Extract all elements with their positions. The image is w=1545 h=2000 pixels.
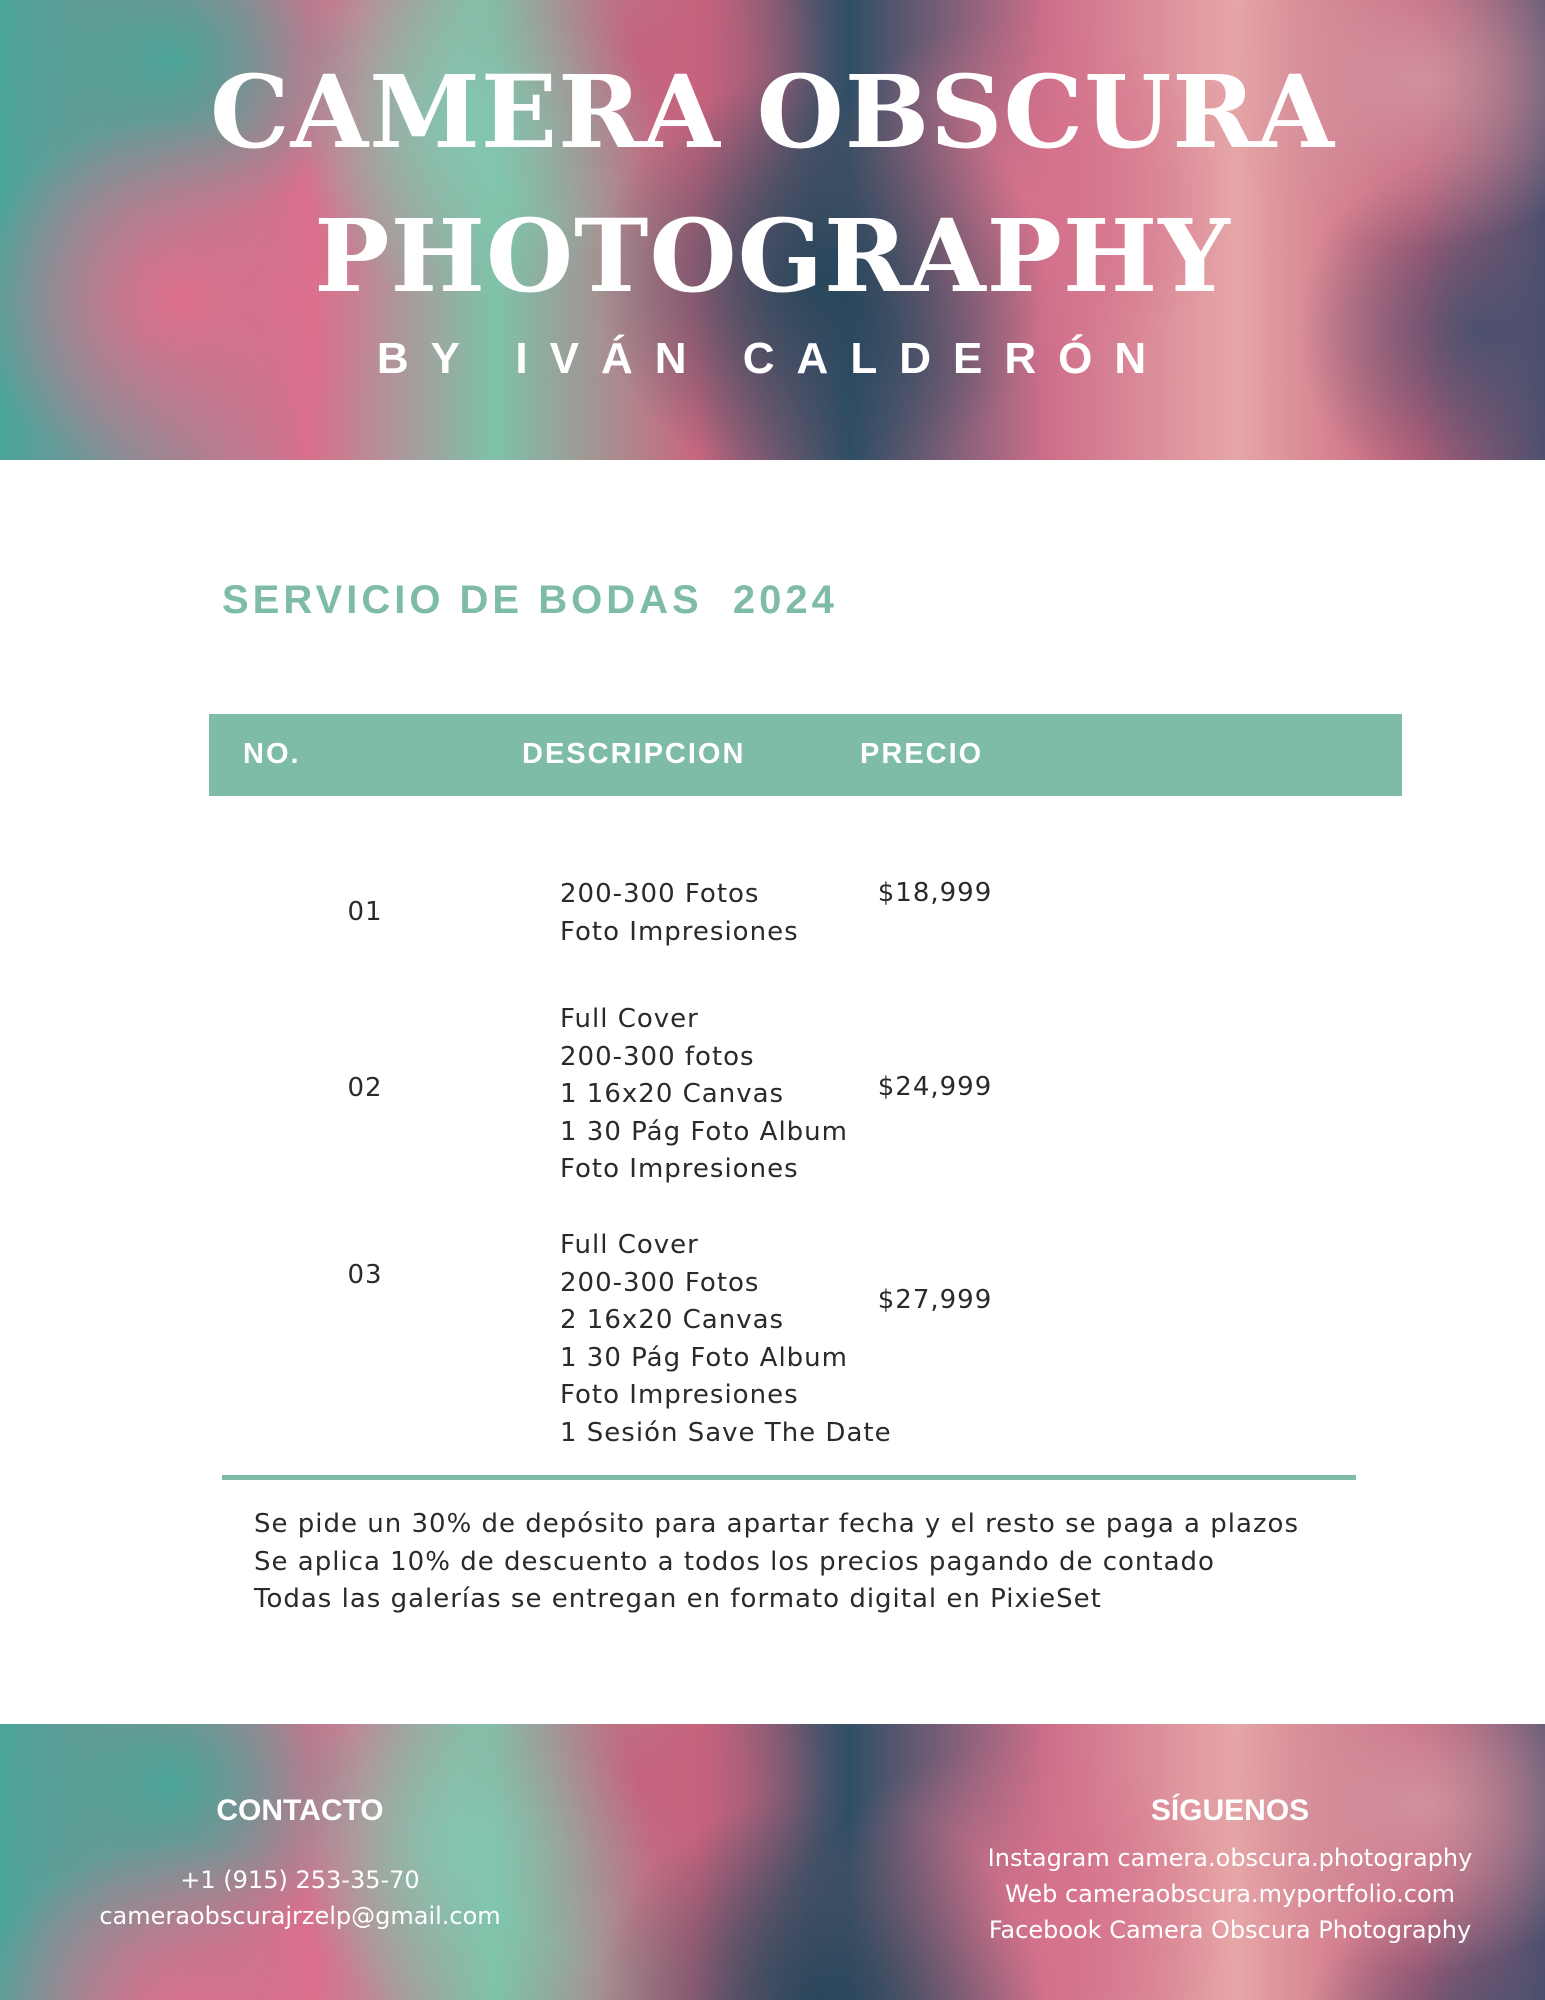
row-price: $27,999: [877, 1285, 993, 1315]
title-line-2: PHOTOGRAPHY: [314, 197, 1231, 315]
description-line: 1 30 Pág Foto Album: [560, 1116, 848, 1147]
contact-heading: CONTACTO: [216, 1794, 384, 1827]
table-divider: [222, 1475, 1356, 1480]
column-header-price: PRECIO: [860, 738, 984, 770]
social-heading: SÍGUENOS: [1150, 1794, 1310, 1827]
contact-email[interactable]: cameraobscurajrzelp@gmail.com: [99, 1902, 501, 1930]
description-line: 1 Sesión Save The Date: [560, 1417, 892, 1448]
social-facebook[interactable]: Facebook Camera Obscura Photography: [988, 1916, 1472, 1944]
description-line: Foto Impresiones: [560, 1380, 799, 1410]
note-line: Todas las galerías se entregan en formato digital en PixieSet: [254, 1584, 1102, 1614]
row-number: 03: [347, 1260, 383, 1290]
row-description: [560, 1227, 892, 1452]
description-line: 200-300 fotos: [560, 1041, 755, 1072]
contact-phone[interactable]: +1 (915) 253-35-70: [180, 1866, 420, 1894]
social-instagram[interactable]: Instagram camera.obscura.photography: [987, 1844, 1473, 1872]
row-price: $18,999: [877, 878, 993, 908]
description-line: 2 16x20 Canvas: [560, 1305, 785, 1335]
description-line: 200-300 Fotos: [560, 879, 760, 909]
description-line: Foto Impresiones: [560, 1154, 799, 1184]
terms-notes: [254, 1506, 1299, 1619]
column-header-description: DESCRIPCION: [522, 738, 746, 770]
row-price: $24,999: [877, 1072, 993, 1102]
section-title: SERVICIO DE BODAS 2024: [222, 578, 838, 622]
table-header: [209, 714, 1402, 796]
description-line: 200-300 Fotos: [560, 1267, 760, 1298]
row-description: [560, 1001, 848, 1189]
contact-section: [60, 1794, 540, 1934]
byline: BY IVÁN CALDERÓN: [376, 334, 1169, 383]
social-web[interactable]: Web cameraobscura.myportfolio.com: [1005, 1880, 1455, 1908]
row-number: 02: [347, 1073, 383, 1103]
description-line: Foto Impresiones: [560, 916, 799, 947]
description-line: Full Cover: [560, 1004, 699, 1034]
description-line: 1 30 Pág Foto Album: [560, 1342, 848, 1373]
note-line: Se pide un 30% de depósito para apartar fecha y el resto se paga a plazos: [254, 1509, 1299, 1539]
note-line: Se aplica 10% de descuento a todos los precios pagando de contado: [254, 1546, 1215, 1577]
footer-banner: [0, 1724, 1545, 2000]
column-header-no: NO.: [243, 738, 301, 770]
social-section: [940, 1794, 1520, 1948]
row-number: 01: [347, 897, 383, 927]
row-description: [560, 876, 799, 951]
header-banner: [0, 0, 1545, 460]
title-line-1: CAMERA OBSCURA: [210, 53, 1335, 171]
description-line: Full Cover: [560, 1230, 699, 1260]
description-line: 1 16x20 Canvas: [560, 1079, 785, 1109]
